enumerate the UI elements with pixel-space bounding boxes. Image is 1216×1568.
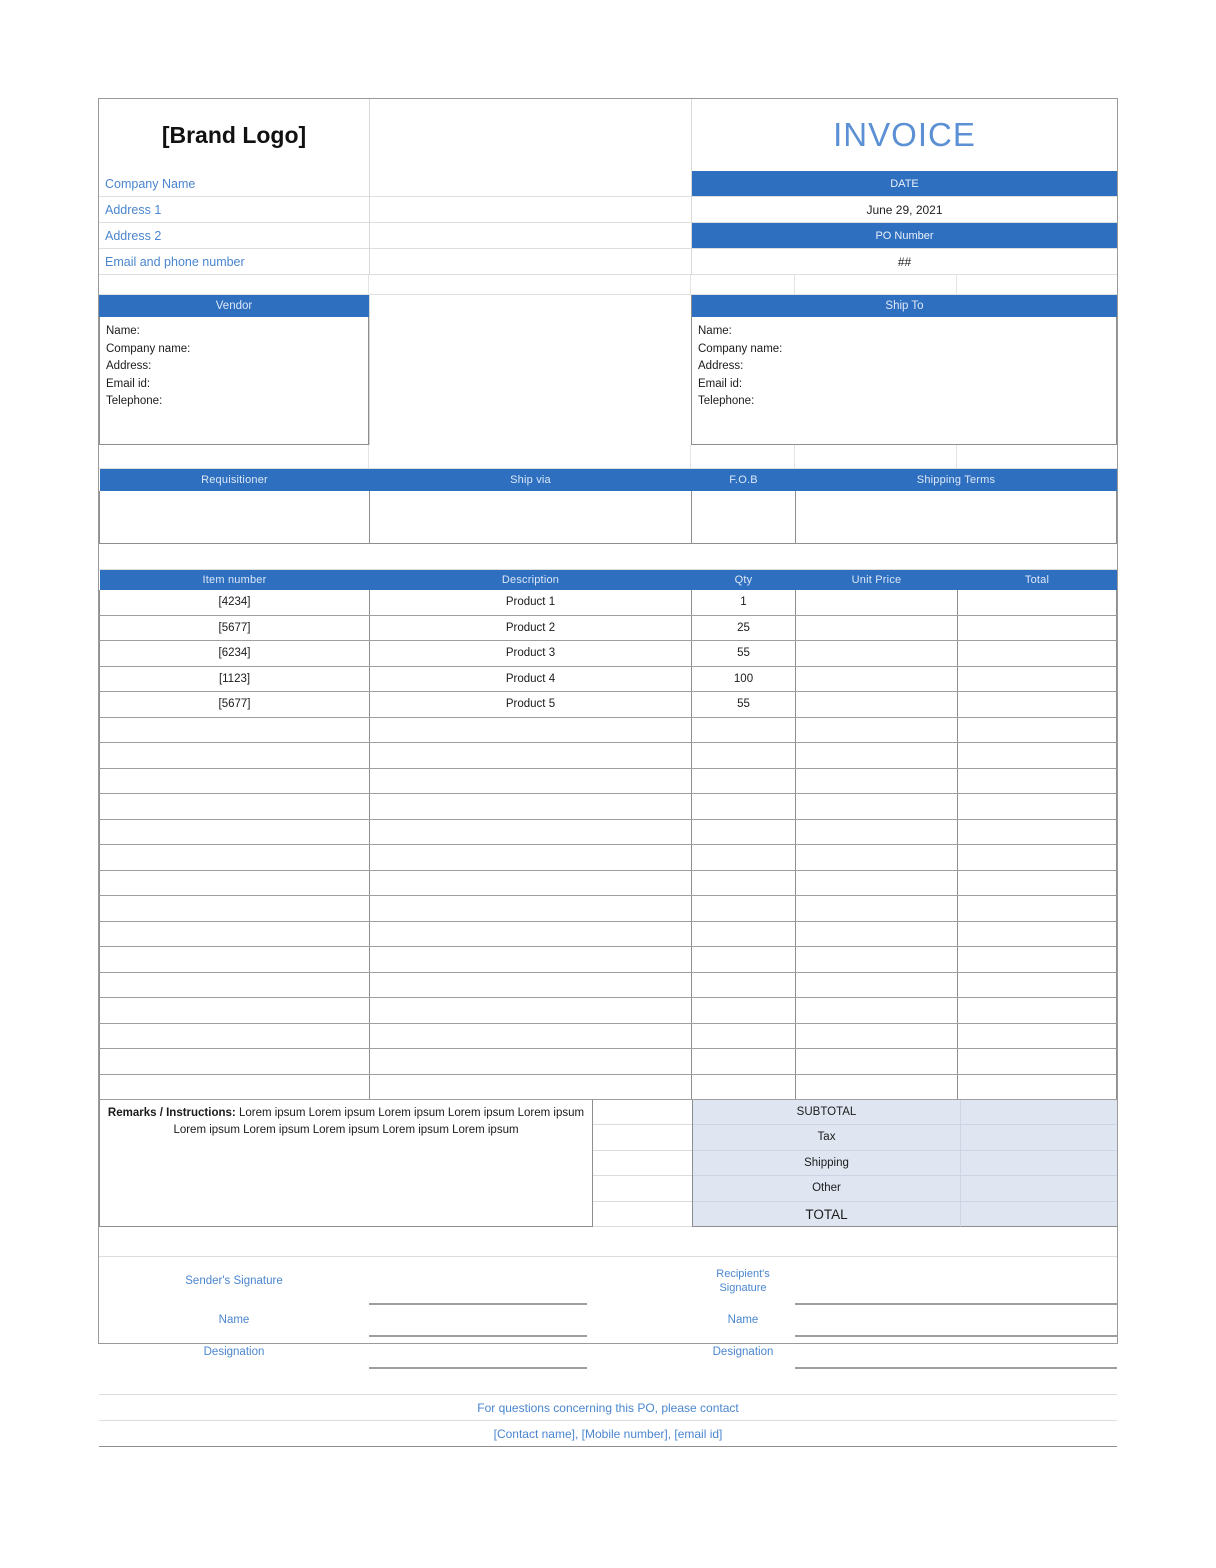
shipto-telephone-field: Telephone: — [698, 395, 755, 407]
cell-description-empty[interactable] — [370, 845, 692, 871]
cell-qty[interactable]: 1 — [692, 590, 796, 616]
totals-value-subtotal[interactable] — [960, 1100, 1117, 1125]
cell-unit-price[interactable] — [796, 615, 958, 641]
header-spacer-cell — [369, 99, 691, 171]
shipping-info-table — [99, 469, 1117, 544]
cell-total-empty[interactable] — [958, 845, 1117, 871]
cell-qty-empty[interactable] — [692, 794, 796, 820]
grid-spacer-row-1 — [99, 275, 1117, 295]
fob-value[interactable] — [692, 491, 796, 543]
cell-qty-empty[interactable] — [692, 743, 796, 769]
footer-contact-details[interactable]: [Contact name], [Mobile number], [email id] — [99, 1421, 1117, 1447]
cell-item-number-empty[interactable] — [100, 1049, 370, 1075]
cell-unit-price[interactable] — [796, 590, 958, 616]
cell-qty-empty[interactable] — [692, 819, 796, 845]
totals-box — [693, 1100, 1117, 1227]
shipto-box — [691, 295, 1117, 445]
vendor-shipto-spacer — [369, 295, 691, 445]
cell-description-empty[interactable] — [370, 896, 692, 922]
vendor-header: Vendor — [99, 295, 369, 317]
company-address1-line: Address 1 — [99, 197, 369, 223]
table-row-empty — [100, 794, 1117, 820]
grid-spacer-row-5 — [99, 1369, 1117, 1395]
cell-total-empty[interactable] — [958, 972, 1117, 998]
cell-description-empty[interactable] — [370, 921, 692, 947]
col-description: Description — [370, 570, 692, 590]
table-row-empty — [100, 870, 1117, 896]
footer-contact-prompt: For questions concerning this PO, please contact — [99, 1395, 1117, 1421]
sender-name-label: Name — [218, 1314, 250, 1326]
line-items-header-row — [100, 570, 1117, 590]
cell-qty-empty[interactable] — [692, 717, 796, 743]
shipto-company-field: Company name: — [698, 342, 783, 355]
remarks-and-totals-block — [99, 1100, 1117, 1227]
cell-qty-empty[interactable] — [692, 1023, 796, 1049]
cell-unit-price-empty[interactable] — [796, 819, 958, 845]
cell-item-number-empty[interactable] — [100, 972, 370, 998]
company-spacer-column — [369, 171, 691, 275]
cell-item-number-empty[interactable] — [100, 819, 370, 845]
totals-value-shipping[interactable] — [960, 1151, 1117, 1176]
cell-item-number-empty[interactable] — [100, 717, 370, 743]
cell-qty-empty[interactable] — [692, 947, 796, 973]
requisitioner-value[interactable] — [100, 491, 370, 543]
cell-unit-price-empty[interactable] — [796, 1023, 958, 1049]
cell-item-number-empty[interactable] — [100, 1023, 370, 1049]
shipto-fields[interactable] — [692, 317, 1117, 445]
recipient-designation-label: Designation — [712, 1346, 774, 1358]
cell-qty-empty[interactable] — [692, 998, 796, 1024]
po-number-value[interactable]: ## — [692, 249, 1117, 275]
table-row — [100, 692, 1117, 718]
brand-logo-placeholder: [Brand Logo] — [161, 121, 307, 148]
sender-designation-field[interactable] — [369, 1336, 587, 1368]
cell-description-empty[interactable] — [370, 717, 692, 743]
totals-label-tax: Tax — [693, 1125, 960, 1150]
document-header — [99, 99, 1117, 171]
cell-total-empty[interactable] — [958, 1074, 1117, 1100]
meta-column — [691, 171, 1117, 275]
cell-item-number-empty[interactable] — [100, 768, 370, 794]
cell-unit-price-empty[interactable] — [796, 1074, 958, 1100]
cell-total[interactable] — [958, 692, 1117, 718]
cell-total[interactable] — [958, 641, 1117, 667]
cell-qty-empty[interactable] — [692, 921, 796, 947]
cell-unit-price[interactable] — [796, 641, 958, 667]
spacer-cell-a — [370, 171, 691, 197]
cell-unit-price-empty[interactable] — [796, 947, 958, 973]
cell-total-empty[interactable] — [958, 794, 1117, 820]
totals-value-tax[interactable] — [960, 1125, 1117, 1150]
cell-description-empty[interactable] — [370, 870, 692, 896]
cell-description[interactable]: Product 1 — [370, 590, 692, 616]
col-item-number: Item number — [100, 570, 370, 590]
totals-row — [693, 1100, 1117, 1125]
company-and-meta-block — [99, 171, 1117, 275]
cell-description[interactable]: Product 3 — [370, 641, 692, 667]
cell-total-empty[interactable] — [958, 998, 1117, 1024]
vendor-company-field: Company name: — [106, 342, 191, 355]
shipping-terms-header: Shipping Terms — [796, 469, 1117, 491]
cell-description-empty[interactable] — [370, 743, 692, 769]
cell-qty-empty[interactable] — [692, 972, 796, 998]
cell-qty-empty[interactable] — [692, 896, 796, 922]
remarks-box[interactable] — [99, 1100, 593, 1227]
table-row-empty — [100, 845, 1117, 871]
line-items-table — [99, 570, 1117, 1101]
totals-label-shipping: Shipping — [693, 1151, 960, 1176]
cell-qty-empty[interactable] — [692, 845, 796, 871]
cell-total-empty[interactable] — [958, 1049, 1117, 1075]
cell-item-number[interactable]: [4234] — [100, 590, 370, 616]
cell-total-empty[interactable] — [958, 743, 1117, 769]
cell-item-number-empty[interactable] — [100, 743, 370, 769]
cell-item-number-empty[interactable] — [100, 896, 370, 922]
company-info-column — [99, 171, 369, 275]
totals-row — [693, 1125, 1117, 1150]
cell-unit-price-empty[interactable] — [796, 870, 958, 896]
cell-qty[interactable]: 55 — [692, 641, 796, 667]
cell-total-empty[interactable] — [958, 1023, 1117, 1049]
cell-description-empty[interactable] — [370, 947, 692, 973]
cell-item-number-empty[interactable] — [100, 870, 370, 896]
cell-total-empty[interactable] — [958, 921, 1117, 947]
cell-qty-empty[interactable] — [692, 1074, 796, 1100]
signature-gutter-1 — [587, 1257, 691, 1304]
cell-item-number-empty[interactable] — [100, 947, 370, 973]
cell-total[interactable] — [958, 666, 1117, 692]
cell-total-empty[interactable] — [958, 768, 1117, 794]
cell-total[interactable] — [958, 590, 1117, 616]
remarks-label: Remarks / Instructions: — [107, 1107, 236, 1119]
table-row-empty — [100, 768, 1117, 794]
cell-qty-empty[interactable] — [692, 1049, 796, 1075]
cell-unit-price-empty[interactable] — [796, 921, 958, 947]
cell-description-empty[interactable] — [370, 1074, 692, 1100]
cell-qty[interactable]: 55 — [692, 692, 796, 718]
vendor-box — [99, 295, 369, 445]
spacer-cell-c — [370, 223, 691, 249]
cell-unit-price-empty[interactable] — [796, 998, 958, 1024]
cell-item-number[interactable]: [1123] — [100, 666, 370, 692]
shipto-address-field: Address: — [698, 360, 744, 372]
signature-table — [99, 1257, 1117, 1369]
invoice-document — [98, 98, 1118, 1441]
cell-qty-empty[interactable] — [692, 768, 796, 794]
shipping-info-header-row — [100, 469, 1117, 491]
cell-unit-price-empty[interactable] — [796, 768, 958, 794]
cell-total-empty[interactable] — [958, 947, 1117, 973]
totals-gutter — [593, 1100, 693, 1227]
company-name-line: Company Name — [99, 171, 369, 197]
table-row-empty — [100, 921, 1117, 947]
requisitioner-header: Requisitioner — [100, 469, 370, 491]
totals-label-total: TOTAL — [693, 1202, 960, 1227]
cell-description-empty[interactable] — [370, 972, 692, 998]
cell-item-number-empty[interactable] — [100, 1074, 370, 1100]
recipient-signature-field[interactable] — [795, 1257, 1117, 1304]
signature-gutter-3 — [587, 1336, 691, 1368]
recipient-signature-label: Recipient's Signature — [716, 1267, 770, 1294]
signature-row-1 — [99, 1257, 1117, 1304]
date-value[interactable]: June 29, 2021 — [692, 197, 1117, 223]
vendor-name-field: Name: — [106, 325, 140, 337]
grid-spacer-row-4 — [99, 1227, 1117, 1257]
sender-signature-field[interactable] — [369, 1257, 587, 1304]
vendor-fields[interactable] — [99, 317, 369, 445]
totals-value-total[interactable] — [960, 1202, 1117, 1227]
company-address2-line: Address 2 — [99, 223, 369, 249]
col-unit-price: Unit Price — [796, 570, 958, 590]
shipto-email-field: Email id: — [698, 377, 743, 390]
sender-name-field[interactable] — [369, 1304, 587, 1336]
table-row-empty — [100, 1074, 1117, 1100]
shipping-info-value-row — [100, 491, 1117, 543]
totals-row — [693, 1151, 1117, 1176]
cell-total-empty[interactable] — [958, 717, 1117, 743]
cell-description-empty[interactable] — [370, 794, 692, 820]
totals-row — [693, 1202, 1117, 1227]
col-qty: Qty — [692, 570, 796, 590]
cell-description-empty[interactable] — [370, 1049, 692, 1075]
spacer-cell-b — [370, 197, 691, 223]
cell-total[interactable] — [958, 615, 1117, 641]
col-total: Total — [958, 570, 1117, 590]
shipvia-value[interactable] — [370, 491, 692, 543]
shipto-name-field: Name: — [698, 325, 732, 337]
cell-description-empty[interactable] — [370, 998, 692, 1024]
totals-label-subtotal: SUBTOTAL — [693, 1100, 960, 1125]
cell-item-number[interactable]: [5677] — [100, 615, 370, 641]
line-items-body — [100, 590, 1117, 1100]
cell-item-number[interactable]: [6234] — [100, 641, 370, 667]
table-row-empty — [100, 972, 1117, 998]
fob-header: F.O.B — [692, 469, 796, 491]
table-row — [100, 615, 1117, 641]
cell-description-empty[interactable] — [370, 768, 692, 794]
cell-description[interactable]: Product 4 — [370, 666, 692, 692]
totals-value-other[interactable] — [960, 1176, 1117, 1201]
cell-item-number-empty[interactable] — [100, 921, 370, 947]
company-contact-line: Email and phone number — [99, 249, 369, 275]
grid-spacer-row-2 — [99, 445, 1117, 469]
vendor-telephone-field: Telephone: — [106, 395, 163, 407]
cell-unit-price-empty[interactable] — [796, 896, 958, 922]
table-row-empty — [100, 819, 1117, 845]
table-row-empty — [100, 717, 1117, 743]
cell-qty[interactable]: 100 — [692, 666, 796, 692]
cell-unit-price[interactable] — [796, 666, 958, 692]
vendor-address-field: Address: — [106, 360, 152, 372]
sender-designation-label: Designation — [203, 1346, 265, 1358]
table-row — [100, 590, 1117, 616]
cell-unit-price-empty[interactable] — [796, 743, 958, 769]
cell-item-number[interactable]: [5677] — [100, 692, 370, 718]
page-title: INVOICE — [691, 99, 1117, 171]
cell-unit-price-empty[interactable] — [796, 794, 958, 820]
cell-item-number-empty[interactable] — [100, 845, 370, 871]
recipient-designation-field[interactable] — [795, 1336, 1117, 1368]
cell-total-empty[interactable] — [958, 896, 1117, 922]
cell-description-empty[interactable] — [370, 819, 692, 845]
totals-row — [693, 1176, 1117, 1201]
vendor-email-field: Email id: — [106, 377, 151, 390]
table-row-empty — [100, 1049, 1117, 1075]
cell-total-empty[interactable] — [958, 870, 1117, 896]
cell-unit-price-empty[interactable] — [796, 717, 958, 743]
table-row-empty — [100, 1023, 1117, 1049]
signature-gutter-2 — [587, 1304, 691, 1336]
spacer-cell-d — [370, 249, 691, 275]
signature-row-3 — [99, 1336, 1117, 1368]
cell-description[interactable]: Product 2 — [370, 615, 692, 641]
table-row-empty — [100, 947, 1117, 973]
vendor-shipto-block — [99, 295, 1117, 445]
sender-signature-label: Sender's Signature — [185, 1274, 283, 1287]
cell-description[interactable]: Product 5 — [370, 692, 692, 718]
grid-spacer-row-3 — [99, 544, 1117, 570]
cell-unit-price-empty[interactable] — [796, 1049, 958, 1075]
date-label: DATE — [692, 171, 1117, 197]
table-row-empty — [100, 896, 1117, 922]
cell-unit-price[interactable] — [796, 692, 958, 718]
cell-unit-price-empty[interactable] — [796, 845, 958, 871]
cell-description-empty[interactable] — [370, 1023, 692, 1049]
signature-row-2 — [99, 1304, 1117, 1336]
table-row — [100, 666, 1117, 692]
cell-item-number-empty[interactable] — [100, 998, 370, 1024]
cell-qty-empty[interactable] — [692, 870, 796, 896]
recipient-name-label: Name — [727, 1314, 759, 1326]
table-row — [100, 641, 1117, 667]
recipient-name-field[interactable] — [795, 1304, 1117, 1336]
po-number-label: PO Number — [692, 223, 1117, 249]
totals-label-other: Other — [693, 1176, 960, 1201]
shipping-terms-value[interactable] — [796, 491, 1117, 543]
table-row-empty — [100, 743, 1117, 769]
cell-qty[interactable]: 25 — [692, 615, 796, 641]
shipto-header: Ship To — [692, 295, 1117, 317]
shipvia-header: Ship via — [370, 469, 692, 491]
cell-unit-price-empty[interactable] — [796, 972, 958, 998]
cell-total-empty[interactable] — [958, 819, 1117, 845]
remarks-text: Lorem ipsum Lorem ipsum Lorem ipsum Lorem ipsum Lorem ipsum Lorem ipsum Lorem ipsum Lorem ipsum Lorem ipsum Lorem ipsum — [173, 1107, 585, 1136]
cell-item-number-empty[interactable] — [100, 794, 370, 820]
table-row-empty — [100, 998, 1117, 1024]
